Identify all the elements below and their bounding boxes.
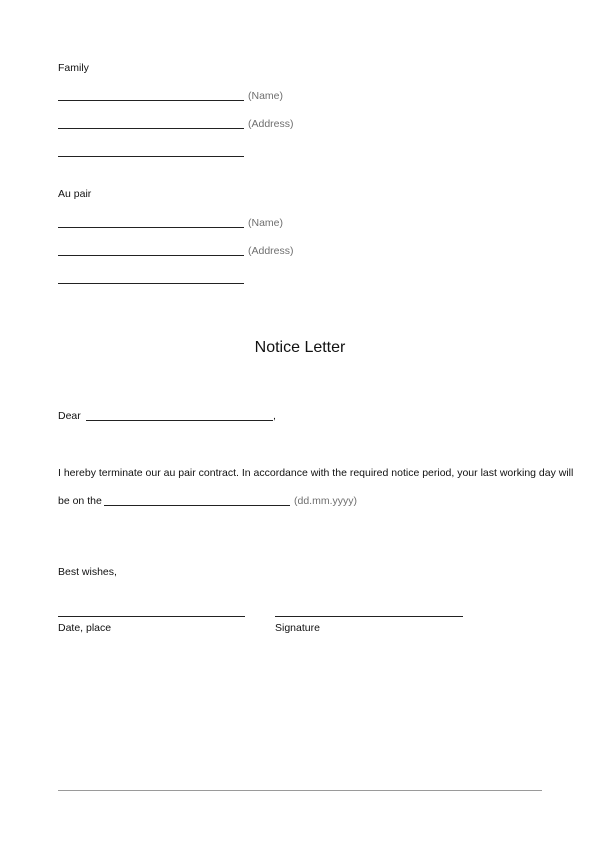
- date-format-hint: (dd.mm.yyyy): [294, 495, 357, 507]
- footer-divider: [58, 790, 542, 791]
- au-pair-name-line[interactable]: [58, 227, 244, 228]
- page-title: Notice Letter: [254, 339, 346, 356]
- family-heading: Family: [58, 62, 89, 74]
- family-address-line-2[interactable]: [58, 156, 244, 157]
- au-pair-name-hint: (Name): [248, 217, 284, 229]
- signature-label: Signature: [275, 622, 320, 634]
- signature-line[interactable]: [275, 616, 463, 617]
- body-line-1: I hereby terminate our au pair contract. In accordance with the required notice period, your last working day will: [58, 467, 574, 479]
- family-address-line[interactable]: [58, 128, 244, 129]
- salutation-label: Dear: [58, 410, 81, 422]
- family-address-hint: (Address): [248, 118, 294, 130]
- date-place-line[interactable]: [58, 616, 245, 617]
- au-pair-address-hint: (Address): [248, 245, 294, 257]
- family-name-line[interactable]: [58, 100, 244, 101]
- last-working-day-line[interactable]: [104, 505, 290, 506]
- closing-text: Best wishes,: [58, 566, 117, 578]
- au-pair-address-line-2[interactable]: [58, 283, 244, 284]
- body-line-2-prefix: be on the: [58, 495, 102, 507]
- recipient-name-line[interactable]: [86, 420, 273, 421]
- date-place-label: Date, place: [58, 622, 112, 634]
- salutation-comma: ,: [273, 410, 276, 422]
- au-pair-address-line[interactable]: [58, 255, 244, 256]
- au-pair-heading: Au pair: [58, 188, 92, 200]
- family-name-hint: (Name): [248, 90, 284, 102]
